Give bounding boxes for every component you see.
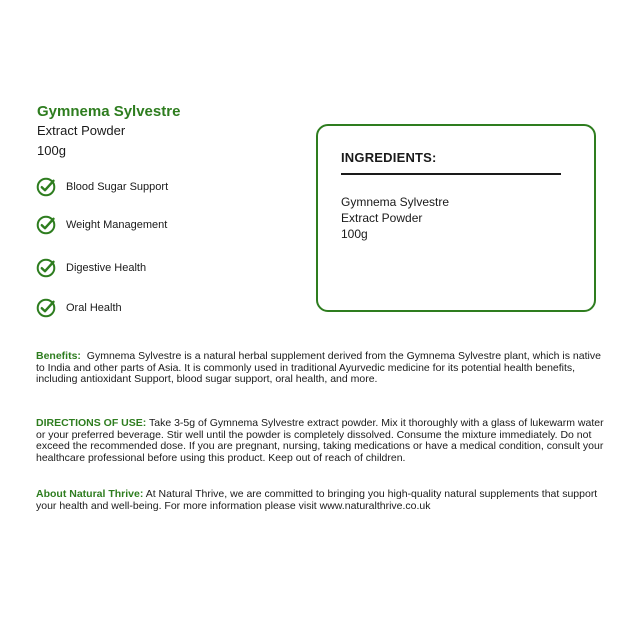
benefits-label: Benefits: (36, 350, 81, 362)
benefit-label: Digestive Health (66, 262, 147, 274)
directions-label: DIRECTIONS OF USE: (36, 417, 147, 429)
check-circle-icon (36, 177, 56, 197)
benefit-label: Blood Sugar Support (66, 181, 169, 193)
check-circle-icon (36, 258, 56, 278)
benefit-label: Weight Management (66, 219, 168, 231)
about-label: About Natural Thrive: (36, 488, 144, 500)
directions-paragraph (36, 418, 610, 465)
ingredients-panel (316, 124, 596, 312)
ingredient-line: 100g (341, 227, 368, 241)
product-name: Gymnema Sylvestre (37, 103, 181, 120)
about-text: At Natural Thrive, we are committed to bringing you high-quality natural supplements that support your health and well-being. For more information please visit www.naturalthrive.co.uk (36, 488, 598, 512)
benefit-item-digestive-health (36, 257, 146, 279)
benefit-label: Oral Health (66, 302, 122, 314)
benefits-text: Gymnema Sylvestre is a natural herbal supplement derived from the Gymnema Sylvestre plant, which is native to India and other parts of Asia. It is commonly used in traditional Ayurvedic medicine for its potential health benefits, including antioxidant Support, blood sugar support, oral health, and more. (36, 350, 601, 386)
benefit-item-blood-sugar (36, 176, 168, 198)
check-circle-icon (36, 298, 56, 318)
benefits-paragraph (36, 351, 610, 386)
ingredients-heading: INGREDIENTS: (341, 150, 437, 165)
product-form: Extract Powder (37, 123, 126, 138)
ingredient-line: Gymnema Sylvestre (341, 195, 450, 209)
ingredients-divider (341, 173, 561, 175)
ingredient-line: Extract Powder (341, 211, 423, 225)
directions-text: Take 3-5g of Gymnema Sylvestre extract powder. Mix it thoroughly with a glass of lukewarm water or your preferred beverage. Stir well until the powder is completely dissolved. Consume the mixture immediately. Do not exceed the recommended dose. If you are pregnant, nursing, taking medications or have a medical condition, consult your healthcare professional before using this product. Keep out of reach of children. (36, 417, 604, 465)
benefit-item-oral-health (36, 297, 122, 319)
about-paragraph (36, 489, 610, 512)
check-circle-icon (36, 215, 56, 235)
benefit-item-weight-management (36, 214, 167, 236)
product-weight: 100g (37, 143, 66, 158)
